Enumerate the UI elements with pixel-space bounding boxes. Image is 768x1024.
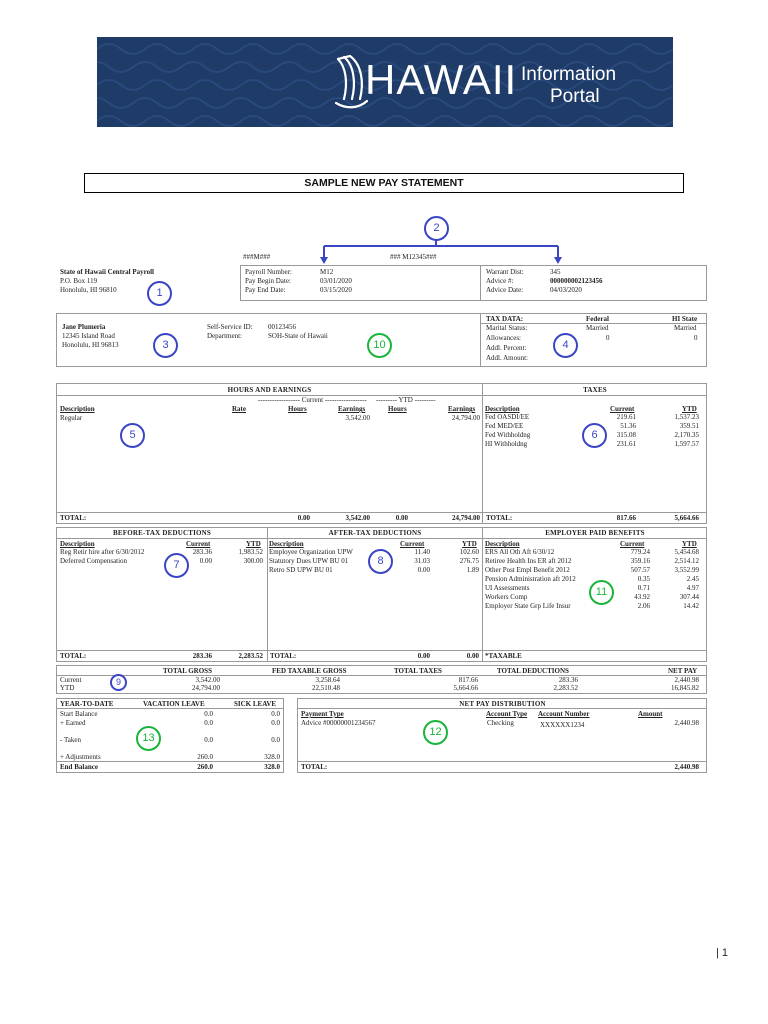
after-tax-col-ytd: YTD xyxy=(462,540,477,548)
warrant-dist: 345 xyxy=(550,268,561,276)
page-title: SAMPLE NEW PAY STATEMENT xyxy=(84,173,684,193)
hours-total-ytd-earnings: 24,794.00 xyxy=(452,514,480,522)
department: SOH-State of Hawaii xyxy=(268,332,328,340)
divider xyxy=(57,675,707,676)
mail-code: ###M### xyxy=(243,253,271,261)
divider xyxy=(57,512,707,513)
divider xyxy=(57,708,284,709)
benefit-row-description: Other Post Empl Benefit 2012 xyxy=(485,566,570,574)
taxes-total-current: 817.66 xyxy=(616,514,636,522)
employer-address-line2: Honolulu, HI 96810 xyxy=(60,286,117,294)
benefit-row-current: 2.06 xyxy=(637,602,650,610)
divider xyxy=(57,650,707,651)
net-dist-account-number: XXXXXX1234 xyxy=(540,721,585,729)
self-service-id: 00123456 xyxy=(268,323,296,331)
benefit-row-ytd: 4.97 xyxy=(686,584,699,592)
leave-taken-sick: 0.0 xyxy=(271,736,280,744)
benefit-row-ytd: 5,454.68 xyxy=(674,548,699,556)
leave-earned-sick: 0.0 xyxy=(271,719,280,727)
summary-current-net: 2,440.98 xyxy=(674,676,699,684)
marker-12: 12 xyxy=(423,720,448,745)
after-tax-row-current: 0.00 xyxy=(417,566,430,574)
before-tax-row-ytd: 300.00 xyxy=(243,557,263,565)
benefits-col-current: Current xyxy=(620,540,645,548)
net-dist-col-amount: Amount xyxy=(638,710,663,718)
allowances-state: 0 xyxy=(694,334,698,342)
self-service-id-label: Self-Service ID: xyxy=(207,323,253,331)
after-tax-title: AFTER-TAX DEDUCTIONS xyxy=(328,529,422,537)
divider xyxy=(267,527,268,662)
benefit-row-current: 359.16 xyxy=(630,557,650,565)
hours-col-ytd-hours: Hours xyxy=(388,405,407,413)
benefit-row-current: 43.92 xyxy=(634,593,650,601)
employer-address-line1: P.O. Box 119 xyxy=(60,277,98,285)
payroll-number: M12 xyxy=(320,268,334,276)
hours-total-label: TOTAL: xyxy=(60,514,87,522)
tax-row-current: 219.61 xyxy=(616,413,636,421)
tax-data-federal-header: Federal xyxy=(586,315,609,323)
tax-row-description: Fed OASDI/EE xyxy=(485,413,530,421)
marker-10: 10 xyxy=(367,333,392,358)
taxes-col-description: Description xyxy=(485,405,520,413)
summary-col-total-gross: TOTAL GROSS xyxy=(163,667,212,675)
net-dist-total-label: TOTAL: xyxy=(301,763,328,771)
summary-current-fed: 3,258.64 xyxy=(315,676,340,684)
before-tax-col-current: Current xyxy=(186,540,211,548)
divider xyxy=(480,313,481,367)
summary-current-taxes: 817.66 xyxy=(458,676,478,684)
tax-row-current: 231.61 xyxy=(616,440,636,448)
summary-ytd-gross: 24,794.00 xyxy=(192,684,220,692)
before-tax-total-label: TOTAL: xyxy=(60,652,87,660)
department-label: Department: xyxy=(207,332,242,340)
advice-number: 000000002123456 xyxy=(550,277,603,285)
net-dist-amount: 2,440.98 xyxy=(674,719,699,727)
before-tax-col-ytd: YTD xyxy=(246,540,261,548)
leave-col-year-to-date: YEAR-TO-DATE xyxy=(60,700,114,708)
tax-row-description: Fed MED/EE xyxy=(485,422,524,430)
marital-status-state: Married xyxy=(674,324,697,332)
net-dist-col-account-number: Account Number xyxy=(538,710,590,718)
after-tax-col-description: Description xyxy=(269,540,304,548)
leave-taken-vacation: 0.0 xyxy=(204,736,213,744)
marker-5: 5 xyxy=(120,423,145,448)
leave-adjustments-label: + Adjustments xyxy=(60,753,101,761)
summary-ytd-label: YTD xyxy=(60,684,75,692)
allowances-federal: 0 xyxy=(606,334,610,342)
leave-earned-label: + Earned xyxy=(60,719,86,727)
after-tax-row-current: 31.03 xyxy=(414,557,430,565)
hours-ytd-group: --------- YTD --------- xyxy=(376,396,436,404)
after-tax-row-current: 11.40 xyxy=(414,548,430,556)
divider xyxy=(57,761,284,762)
advice-number-label: Advice #: xyxy=(486,277,514,285)
hours-earnings-title: HOURS AND EARNINGS xyxy=(227,386,312,394)
benefit-row-ytd: 307.44 xyxy=(679,593,699,601)
leave-start-vacation: 0.0 xyxy=(204,710,213,718)
advice-date-label: Advice Date: xyxy=(486,286,524,294)
pay-end-date: 03/15/2020 xyxy=(320,286,352,294)
after-tax-row-ytd: 102.60 xyxy=(459,548,479,556)
benefit-row-ytd: 2.45 xyxy=(686,575,699,583)
marker-6: 6 xyxy=(582,423,607,448)
benefit-row-current: 0.71 xyxy=(637,584,650,592)
marker-2-arrows xyxy=(318,240,564,266)
marker-11: 11 xyxy=(589,580,614,605)
leave-adjustments-sick: 328.0 xyxy=(264,753,280,761)
marker-9: 9 xyxy=(110,674,127,691)
net-dist-col-account-type: Account Type xyxy=(486,710,528,718)
marker-2: 2 xyxy=(424,216,449,241)
benefit-row-current: 0.35 xyxy=(637,575,650,583)
marital-status-label: Marital Status: xyxy=(486,324,528,332)
warrant-label: Warrant Dist: xyxy=(486,268,524,276)
tax-row-description: HI Withholdng xyxy=(485,440,528,448)
leave-start-label: Start Balance xyxy=(60,710,98,718)
before-tax-title: BEFORE-TAX DEDUCTIONS xyxy=(113,529,211,537)
marital-status-federal: Married xyxy=(586,324,609,332)
canoe-sail-logo-icon xyxy=(334,53,368,111)
tax-row-description: Fed Withholdng xyxy=(485,431,531,439)
benefit-row-current: 779.24 xyxy=(630,548,650,556)
summary-ytd-taxes: 5,664.66 xyxy=(453,684,478,692)
page-number: | 1 xyxy=(716,947,729,959)
benefit-row-ytd: 3,552.99 xyxy=(674,566,699,574)
benefit-row-current: 507.57 xyxy=(630,566,650,574)
advice-code: ### M12345### xyxy=(390,253,437,261)
net-dist-total: 2,440.98 xyxy=(674,763,699,771)
employee-name: Jane Plumeria xyxy=(62,323,106,331)
pay-begin-date: 03/01/2020 xyxy=(320,277,352,285)
brand-name: HAWAII xyxy=(365,56,518,103)
hours-row-ytd-earnings: 24,794.00 xyxy=(452,414,480,422)
hours-col-earnings: Earnings xyxy=(338,405,366,413)
before-tax-row-description: Deferred Compensation xyxy=(60,557,128,565)
before-tax-row-current: 0.00 xyxy=(199,557,212,565)
pay-summary-box xyxy=(56,665,707,694)
net-dist-col-payment-type: Payment Type xyxy=(301,710,344,718)
employer-name: State of Hawaii Central Payroll xyxy=(60,268,154,276)
benefit-row-ytd: 2,514.12 xyxy=(674,557,699,565)
marker-13: 13 xyxy=(136,726,161,751)
summary-current-deductions: 283.36 xyxy=(558,676,578,684)
leave-earned-vacation: 0.0 xyxy=(204,719,213,727)
before-tax-total-current: 283.36 xyxy=(192,652,212,660)
after-tax-col-current: Current xyxy=(400,540,425,548)
after-tax-row-description: Statutory Dues UPW BU 01 xyxy=(269,557,349,565)
hours-current-group: ------------------ Current ------------------ xyxy=(258,396,367,404)
allowances-label: Allowances: xyxy=(486,334,521,342)
after-tax-total-current: 0.00 xyxy=(417,652,430,660)
summary-col-fed-taxable-gross: FED TAXABLE GROSS xyxy=(272,667,347,675)
hours-col-description: Description xyxy=(60,405,95,413)
marker-1: 1 xyxy=(147,281,172,306)
divider xyxy=(480,265,481,301)
tax-data-title: TAX DATA: xyxy=(486,315,524,323)
hours-total-ytd-hours: 0.00 xyxy=(395,514,408,522)
tax-row-ytd: 359.51 xyxy=(679,422,699,430)
net-dist-account-type: Checking xyxy=(487,719,514,727)
marker-4: 4 xyxy=(553,333,578,358)
benefits-col-description: Description xyxy=(485,540,520,548)
taxes-col-ytd: YTD xyxy=(682,405,697,413)
divider xyxy=(482,527,483,662)
leave-end-label: End Balance xyxy=(60,763,98,771)
summary-ytd-deductions: 2,283.52 xyxy=(553,684,578,692)
summary-current-gross: 3,542.00 xyxy=(195,676,220,684)
employee-address-line2: Honolulu, HI 96813 xyxy=(62,341,119,349)
marker-7: 7 xyxy=(164,553,189,578)
net-dist-title: NET PAY DISTRIBUTION xyxy=(459,700,546,708)
summary-current-label: Current xyxy=(60,676,82,684)
divider xyxy=(298,761,707,762)
leave-end-vacation: 260.0 xyxy=(197,763,213,771)
leave-taken-label: - Taken xyxy=(60,736,81,744)
addl-percent-label: Addl. Percent: xyxy=(486,344,527,352)
after-tax-row-description: Retro SD UPW BU 01 xyxy=(269,566,333,574)
after-tax-row-description: Employee Organization UPW xyxy=(269,548,353,556)
benefit-row-description: Workers Comp xyxy=(485,593,528,601)
taxes-col-current: Current xyxy=(610,405,635,413)
tax-row-ytd: 1,537.23 xyxy=(674,413,699,421)
tax-row-current: 315.08 xyxy=(616,431,636,439)
after-tax-total-ytd: 0.00 xyxy=(466,652,479,660)
summary-col-total-deductions: TOTAL DEDUCTIONS xyxy=(497,667,569,675)
tax-row-ytd: 2,170.35 xyxy=(674,431,699,439)
before-tax-col-description: Description xyxy=(60,540,95,548)
after-tax-row-ytd: 276.75 xyxy=(459,557,479,565)
divider xyxy=(57,538,707,539)
benefit-row-ytd: 14.42 xyxy=(683,602,699,610)
hours-total-earnings: 3,542.00 xyxy=(345,514,370,522)
marker-8: 8 xyxy=(368,549,393,574)
payroll-number-label: Payroll Number: xyxy=(245,268,292,276)
leave-col-vacation: VACATION LEAVE xyxy=(143,700,205,708)
hours-row-earnings: 3,542.00 xyxy=(345,414,370,422)
before-tax-total-ytd: 2,283.52 xyxy=(238,652,263,660)
before-tax-row-description: Reg Retir hire after 6/30/2012 xyxy=(60,548,145,556)
brand-subtitle-portal: Portal xyxy=(550,86,600,107)
benefit-row-description: UI Assessments xyxy=(485,584,530,592)
taxable-label: *TAXABLE xyxy=(485,652,522,660)
after-tax-total-label: TOTAL: xyxy=(270,652,297,660)
leave-start-sick: 0.0 xyxy=(271,710,280,718)
tax-row-current: 51.36 xyxy=(620,422,636,430)
brand-subtitle-information: Information xyxy=(521,64,617,85)
employer-benefits-title: EMPLOYER PAID BENEFITS xyxy=(545,529,645,537)
hours-col-hours: Hours xyxy=(288,405,307,413)
hours-total-hours: 0.00 xyxy=(297,514,310,522)
summary-ytd-net: 16,845.82 xyxy=(671,684,699,692)
before-tax-row-current: 283.36 xyxy=(192,548,212,556)
summary-ytd-fed: 22,510.48 xyxy=(312,684,340,692)
taxes-total-ytd: 5,664.66 xyxy=(674,514,699,522)
hours-row-description: Regular xyxy=(60,414,83,422)
divider xyxy=(298,708,707,709)
benefit-row-description: Retiree Health Ins ER aft 2012 xyxy=(485,557,572,565)
tax-data-state-header: HI State xyxy=(672,315,698,323)
summary-col-total-taxes: TOTAL TAXES xyxy=(394,667,442,675)
pay-end-label: Pay End Date: xyxy=(245,286,286,294)
leave-col-sick: SICK LEAVE xyxy=(234,700,277,708)
addl-amount-label: Addl. Amount: xyxy=(486,354,529,362)
leave-adjustments-vacation: 260.0 xyxy=(197,753,213,761)
advice-date: 04/03/2020 xyxy=(550,286,582,294)
summary-col-net-pay: NET PAY xyxy=(668,667,698,675)
hawaii-information-portal-banner xyxy=(97,37,673,127)
benefit-row-description: Pension Administration aft 2012 xyxy=(485,575,576,583)
taxes-title: TAXES xyxy=(583,386,607,394)
hours-col-ytd-earnings: Earnings xyxy=(448,405,476,413)
before-tax-row-ytd: 1,983.52 xyxy=(238,548,263,556)
benefits-col-ytd: YTD xyxy=(682,540,697,548)
pay-begin-label: Pay Begin Date: xyxy=(245,277,291,285)
benefit-row-description: Employer State Grp Life Insur xyxy=(485,602,571,610)
taxes-total-label: TOTAL: xyxy=(486,514,513,522)
hours-col-rate: Rate xyxy=(232,405,246,413)
tax-row-ytd: 1,597.57 xyxy=(674,440,699,448)
divider xyxy=(482,383,483,524)
leave-end-sick: 328.0 xyxy=(264,763,280,771)
benefit-row-description: ERS All Oth Aft 6/30/12 xyxy=(485,548,555,556)
payroll-info-box xyxy=(240,265,707,301)
after-tax-row-ytd: 1.89 xyxy=(466,566,479,574)
net-dist-payment-type: Advice #00000001234567 xyxy=(301,719,376,727)
marker-3: 3 xyxy=(153,333,178,358)
employee-address-line1: 12345 Island Road xyxy=(62,332,115,340)
